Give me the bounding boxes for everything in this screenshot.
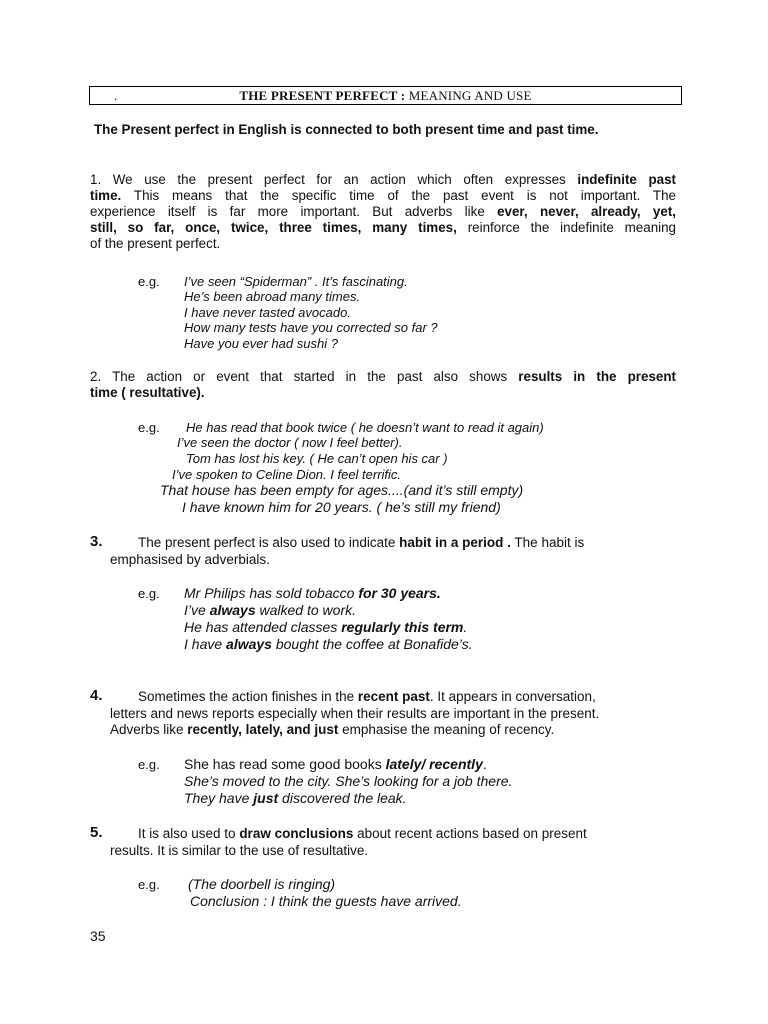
title-sub: MEANING AND USE (405, 88, 532, 103)
title-dot: . (114, 88, 118, 103)
example-line: How many tests have you corrected so far ? (184, 320, 438, 336)
example-line: Tom has lost his key. ( He can’t open his car ) (186, 451, 448, 466)
section-3-line: emphasised by adverbials. (110, 552, 270, 567)
section-1-line: time. This means that the specific time of the past event is not important. The (90, 188, 676, 203)
section-2-line: 2. The action or event that started in the past also shows results in the present (90, 369, 676, 384)
section-5-number: 5. (90, 824, 103, 841)
eg-label: e.g. (138, 877, 160, 892)
section-3-line: The present perfect is also used to indicate habit in a period . The habit is (138, 535, 585, 550)
example-line: I have never tasted avocado. (184, 304, 351, 320)
section-3-examples (184, 585, 473, 653)
eg-label: e.g. (138, 274, 160, 289)
section-5-line: results. It is similar to the use of resultative. (110, 843, 369, 858)
section-1-line: 1. We use the present perfect for an action which often expresses indefinite past (90, 172, 676, 187)
eg-label: e.g. (138, 586, 160, 601)
page-number: 35 (90, 928, 106, 944)
example-line: That house has been empty for ages....(and it’s still empty) (160, 482, 524, 498)
example-line: I’ve spoken to Celine Dion. I feel terrific. (172, 467, 402, 482)
section-4-line: Sometimes the action finishes in the recent past. It appears in conversation, (138, 689, 596, 704)
section-1-line: still, so far, once, twice, three times, many times, reinforce the indefinite meaning (90, 220, 677, 235)
section-1-examples (184, 274, 438, 351)
example-line: He’s been abroad many times. (184, 289, 361, 305)
example-line: I have known him for 20 years. ( he’s still my friend) (182, 499, 501, 515)
eg-label: e.g. (138, 757, 160, 772)
example-line: Have you ever had sushi ? (184, 335, 338, 351)
eg-label: e.g. (138, 420, 160, 435)
section-4-number: 4. (90, 687, 103, 704)
example-line: She’s moved to the city. She’s looking for a job there. (184, 773, 513, 789)
section-1-line: experience itself is far more important. But adverbs like ever, never, already, yet, (90, 204, 676, 219)
example-line: I’ve always walked to work. (184, 602, 356, 618)
example-line: He has read that book twice ( he doesn’t want to read it again) (186, 420, 544, 435)
example-line: He has attended classes regularly this term. (184, 619, 468, 635)
example-line: They have just discovered the leak. (184, 790, 407, 806)
section-3-number: 3. (90, 533, 103, 550)
title-main: THE PRESENT PERFECT : (239, 88, 406, 103)
example-line: I have always bought the coffee at Bonafide’s. (184, 636, 473, 652)
page-title (90, 87, 681, 104)
example-line: She has read some good books lately/ recently. (184, 756, 487, 772)
example-line: I’ve seen “Spiderman” . It’s fascinating. (184, 274, 408, 289)
section-2-paragraph (90, 369, 676, 401)
example-line: (The doorbell is ringing) (188, 876, 336, 892)
section-1-line: of the present perfect. (90, 236, 221, 251)
example-line: Conclusion : I think the guests have arrived. (190, 893, 462, 909)
example-line: I’ve seen the doctor ( now I feel better). (177, 435, 403, 450)
section-2-line: time ( resultative). (90, 385, 205, 400)
section-1-paragraph (90, 172, 676, 252)
example-line: Mr Philips has sold tobacco for 30 years. (184, 585, 441, 601)
section-4-line: letters and news reports especially when their results are important in the present. (110, 706, 600, 721)
section-4-line: Adverbs like recently, lately, and just emphasise the meaning of recency. (110, 722, 555, 737)
section-5-line: It is also used to draw conclusions about recent actions based on present (138, 826, 587, 841)
title-box (89, 86, 682, 105)
intro-text: The Present perfect in English is connected to both present time and past time. (94, 122, 599, 137)
